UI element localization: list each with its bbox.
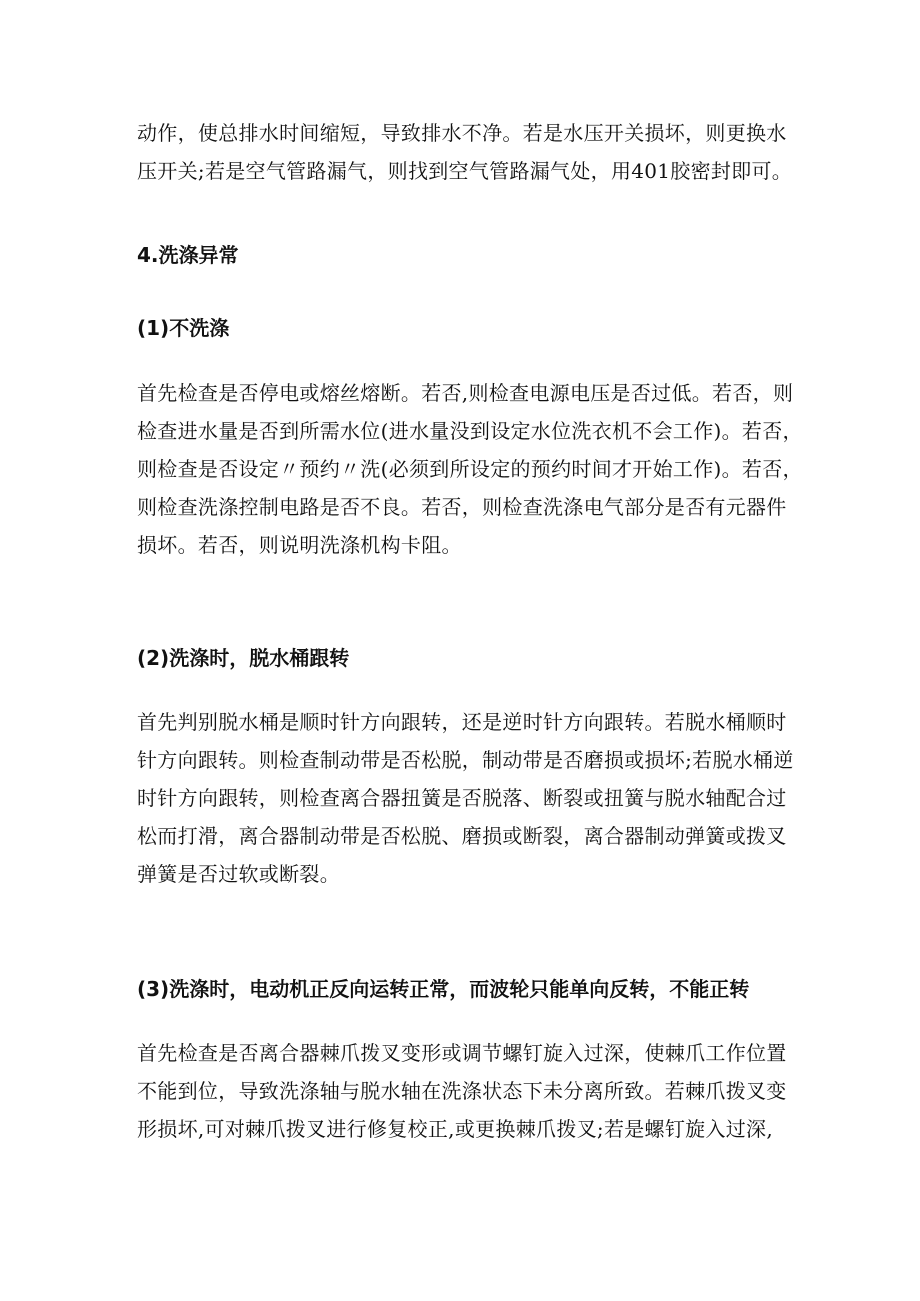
paragraph-line: 形损坏,可对棘爪拨叉进行修复校正,或更换棘爪拨叉;若是螺钉旋入过深, [137, 1117, 774, 1141]
subsection-heading-no-washing: (1)不洗涤 [137, 316, 230, 340]
paragraph-line: 动作，使总排水时间缩短，导致排水不净。若是水压开关损坏，则更换水 [137, 121, 787, 145]
paragraph-line: 损坏。若否，则说明洗涤机构卡阻。 [137, 533, 462, 557]
paragraph-line: 检查进水量是否到所需水位(进水量没到设定水位洗衣机不会工作)。若否， [137, 419, 803, 443]
paragraph-line: 压开关;若是空气管路漏气，则找到空气管路漏气处，用401胶密封即可。 [137, 159, 793, 183]
paragraph-line: 首先判别脱水桶是顺时针方向跟转，还是逆时针方向跟转。若脱水桶顺时 [137, 710, 787, 734]
paragraph-line: 不能到位，导致洗涤轴与脱水轴在洗涤状态下未分离所致。若棘爪拨叉变 [137, 1079, 787, 1103]
subsection-heading-spin-tub-follows: (2)洗涤时，脱水桶跟转 [137, 646, 350, 670]
spin-tub-paragraph [137, 703, 797, 893]
no-washing-paragraph [137, 374, 803, 564]
intro-paragraph [137, 114, 797, 190]
paragraph-line: 首先检查是否离合器棘爪拨叉变形或调节螺钉旋入过深，使棘爪工作位置 [137, 1041, 787, 1065]
paragraph-line: 弹簧是否过软或断裂。 [137, 862, 340, 886]
subsection-heading-pulsator-one-direction: (3)洗涤时，电动机正反向运转正常，而波轮只能单向反转，不能正转 [137, 977, 750, 1001]
paragraph-line: 则检查是否设定〃预约〃洗(必须到所设定的预约时间才开始工作)。若否， [137, 457, 803, 481]
section-heading-washing-abnormal: 4.洗涤异常 [137, 243, 239, 267]
pulsator-paragraph [137, 1034, 797, 1148]
paragraph-line: 时针方向跟转，则检查离合器扭簧是否脱落、断裂或扭簧与脱水轴配合过 [137, 786, 787, 810]
paragraph-line: 首先检查是否停电或熔丝熔断。若否,则检查电源电压是否过低。若否，则 [137, 381, 794, 405]
paragraph-line: 针方向跟转。则检查制动带是否松脱，制动带是否磨损或损坏;若脱水桶逆 [137, 748, 794, 772]
paragraph-line: 松而打滑，离合器制动带是否松脱、磨损或断裂，离合器制动弹簧或拨叉 [137, 824, 787, 848]
paragraph-line: 则检查洗涤控制电路是否不良。若否，则检查洗涤电气部分是否有元器件 [137, 495, 787, 519]
